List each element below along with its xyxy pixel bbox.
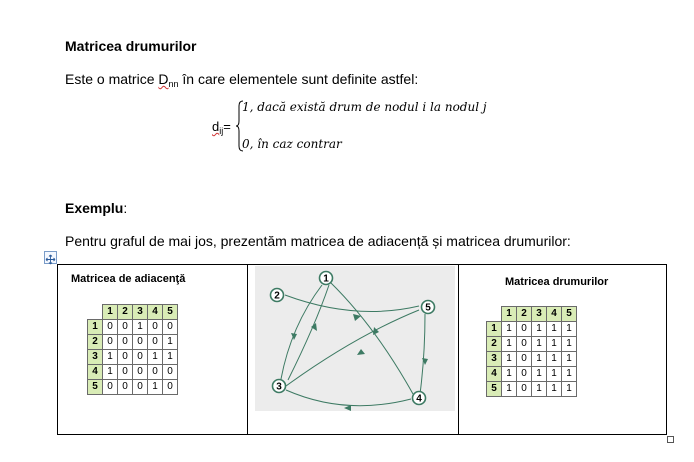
matrix-cell: 1 <box>502 352 517 367</box>
matrix-cell: 1 <box>502 382 517 397</box>
matrix-cell: 1 <box>547 382 562 397</box>
matrix-cell: 0 <box>118 365 133 380</box>
edge-arrow <box>373 327 379 335</box>
intro-text-before: Este o matrice <box>65 71 159 87</box>
matrix-column-header: 5 <box>562 307 577 322</box>
edge-3-1 <box>288 285 329 380</box>
section-title: Matricea drumurilor <box>65 38 197 54</box>
matrix-cell: 1 <box>502 322 517 337</box>
matrix-row <box>88 320 178 335</box>
matrix-cell: 1 <box>103 365 118 380</box>
matrix-cell: 0 <box>517 382 532 397</box>
table-move-handle-icon[interactable] <box>44 251 57 264</box>
matrix-cell: 1 <box>148 350 163 365</box>
matrix-row-header: 4 <box>88 365 103 380</box>
graph-node-4 <box>413 392 426 405</box>
matrix-cell: 0 <box>118 320 133 335</box>
matrix-cell: 0 <box>103 380 118 395</box>
matrix-cell: 0 <box>133 335 148 350</box>
matrix-cell: 1 <box>163 350 178 365</box>
matrix-cell: 0 <box>133 380 148 395</box>
matrix-cell: 1 <box>562 337 577 352</box>
matrix-row <box>88 380 178 395</box>
graph-node-1 <box>320 272 333 285</box>
matrix-cell: 1 <box>163 335 178 350</box>
intro-paragraph <box>65 71 418 89</box>
matrix-cell: 0 <box>148 335 163 350</box>
matrix-cell: 0 <box>517 367 532 382</box>
graph-node-label: 3 <box>276 381 282 393</box>
matrix-cell: 1 <box>547 322 562 337</box>
matrix-cell: 1 <box>532 367 547 382</box>
matrix-row-header: 4 <box>487 367 502 382</box>
matrix-row-header: 2 <box>88 335 103 350</box>
graph-node-3 <box>273 380 286 393</box>
matrix-symbol: $D_{nn}$ <box>158 71 179 89</box>
matrix-cell: 0 <box>103 320 118 335</box>
matrix-cell: 0 <box>148 320 163 335</box>
matrix-column-header: 3 <box>532 307 547 322</box>
formula-lhs: $d_{ij}=$ <box>212 119 231 136</box>
edge-arrow <box>357 349 365 355</box>
matrix-cell: 1 <box>547 352 562 367</box>
matrix-cell: 0 <box>133 365 148 380</box>
matrix-cell: 0 <box>517 337 532 352</box>
matrix-cell: 0 <box>163 365 178 380</box>
formula-case-one: 1, dacă există drum de nodul i la nodul j <box>242 100 487 114</box>
matrix-cell: 1 <box>103 350 118 365</box>
edge-3-5 <box>286 310 419 386</box>
matrix-column-header: 4 <box>148 305 163 320</box>
graph-node-2 <box>271 289 284 302</box>
matrix-cell: 1 <box>502 337 517 352</box>
formula-case-zero: 0, în caz contrar <box>242 137 342 151</box>
graph-node-label: 5 <box>425 302 431 314</box>
matrix-cell: 1 <box>532 337 547 352</box>
matrix-column-header: 2 <box>517 307 532 322</box>
matrix-cell: 0 <box>118 380 133 395</box>
matrix-cell: 1 <box>547 367 562 382</box>
matrix-cell: 0 <box>133 350 148 365</box>
adjacency-matrix-title: Matricea de adiacenţă <box>71 273 186 285</box>
matrix-cell: 1 <box>562 382 577 397</box>
matrix-cell: 1 <box>148 380 163 395</box>
example-heading: Exemplu: <box>65 200 128 216</box>
matrix-row-header: 3 <box>88 350 103 365</box>
graph-node-label: 2 <box>274 290 280 302</box>
matrix-cell: 1 <box>532 352 547 367</box>
table-divider-left <box>247 264 248 435</box>
edge-3-4 <box>286 390 411 406</box>
matrix-cell: 1 <box>532 382 547 397</box>
matrix-row-header: 3 <box>487 352 502 367</box>
graph-diagram <box>255 266 455 411</box>
matrix-cell: 0 <box>103 335 118 350</box>
definition-formula <box>212 100 532 156</box>
matrix-row <box>487 367 577 382</box>
matrix-row <box>88 335 178 350</box>
path-matrix-title: Matricea drumurilor <box>505 276 609 288</box>
matrix-row <box>487 322 577 337</box>
graph-node-label: 4 <box>416 393 422 405</box>
matrix-cell: 0 <box>163 380 178 395</box>
edge-arrow <box>344 405 351 411</box>
matrix-column-header: 3 <box>133 305 148 320</box>
matrix-row-header: 2 <box>487 337 502 352</box>
matrix-column-header: 4 <box>547 307 562 322</box>
matrix-cell: 1 <box>562 322 577 337</box>
matrix-cell: 1 <box>547 337 562 352</box>
edge-2-5 <box>285 295 419 311</box>
intro-text-after: în care elementele sunt definite astfel: <box>178 71 419 87</box>
matrix-column-header: 1 <box>502 307 517 322</box>
matrix-row-header: 1 <box>88 320 103 335</box>
matrix-row-header: 5 <box>487 382 502 397</box>
matrix-cell: 0 <box>517 322 532 337</box>
matrix-row <box>487 352 577 367</box>
edge-5-4 <box>420 314 425 394</box>
matrix-cell: 0 <box>163 320 178 335</box>
table-divider-right <box>458 264 459 435</box>
matrix-cell: 0 <box>118 350 133 365</box>
example-paragraph: Pentru graful de mai jos, prezentăm matricea de adiacență și matricea drumurilor: <box>65 233 571 249</box>
matrix-column-header: 2 <box>118 305 133 320</box>
path-matrix <box>486 306 577 397</box>
matrix-cell: 1 <box>133 320 148 335</box>
matrix-column-header: 1 <box>103 305 118 320</box>
matrix-cell: 0 <box>517 352 532 367</box>
matrix-cell: 1 <box>502 367 517 382</box>
graph-node-label: 1 <box>323 273 329 285</box>
matrix-row <box>487 337 577 352</box>
table-resize-handle[interactable] <box>667 436 674 443</box>
matrix-cell: 0 <box>148 365 163 380</box>
matrix-row <box>88 350 178 365</box>
graph-svg <box>255 266 455 411</box>
matrix-row <box>487 382 577 397</box>
adjacency-matrix <box>87 304 178 395</box>
edge-1-4 <box>330 282 413 394</box>
matrix-cell: 1 <box>562 352 577 367</box>
graph-node-5 <box>422 301 435 314</box>
matrix-row-header: 1 <box>487 322 502 337</box>
matrix-column-header: 5 <box>163 305 178 320</box>
matrix-corner <box>487 307 502 322</box>
matrix-row-header: 5 <box>88 380 103 395</box>
matrix-cell: 1 <box>532 322 547 337</box>
matrix-cell: 0 <box>118 335 133 350</box>
matrix-header-row <box>88 305 178 320</box>
matrix-row <box>88 365 178 380</box>
matrix-cell: 1 <box>562 367 577 382</box>
matrix-corner <box>88 305 103 320</box>
matrix-header-row <box>487 307 577 322</box>
